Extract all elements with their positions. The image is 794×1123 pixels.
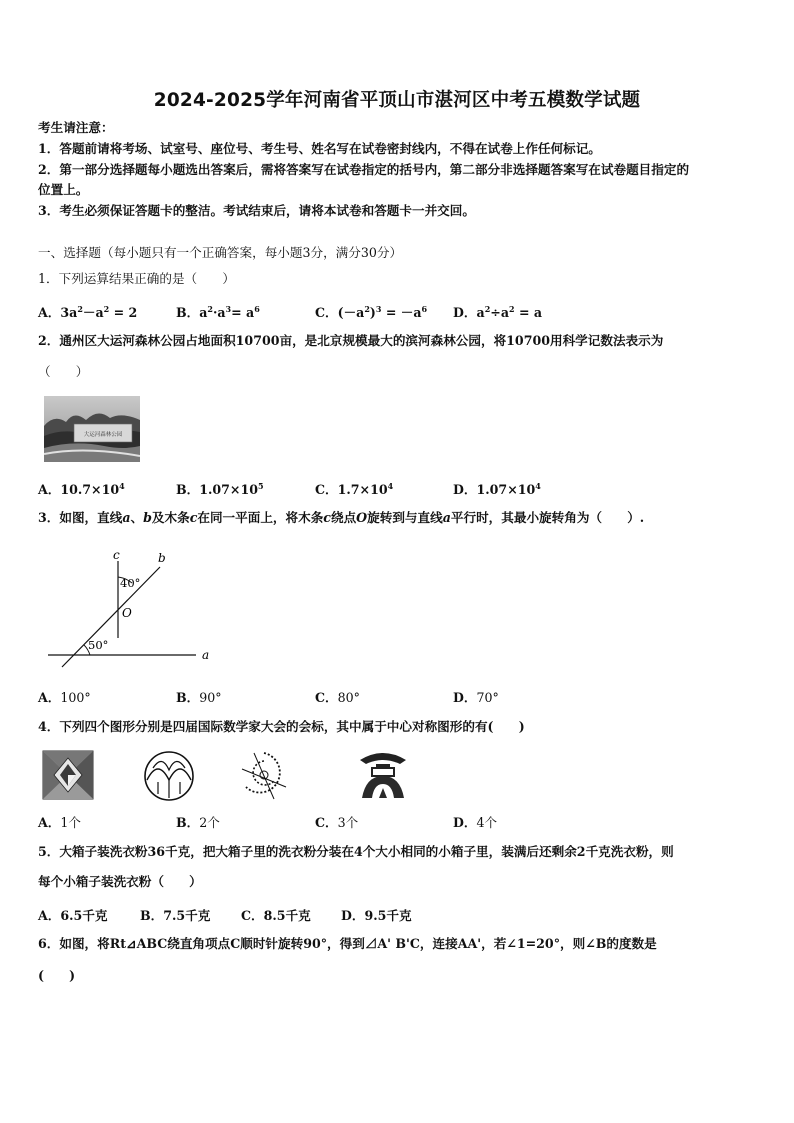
q2-option-c[interactable]: C．$1.7\times 10^4$ <box>315 481 394 497</box>
q3-stem: 3．如图，直线a、b及木条c在同一平面上，将木条c绕点O旋转到与直线a平行时，其最小旋转角为（ ）. <box>38 510 645 525</box>
angle-40-label: 40° <box>120 576 141 590</box>
q4-option-c[interactable]: C．3个 <box>315 815 359 830</box>
logo-dotted-spiral <box>238 747 290 803</box>
q5-stem: 5．大箱子装洗衣粉36千克，把大箱子里的洗衣粉分装在4个大小相同的小箱子里，装满后还剩余2千克洗衣粉，则 <box>38 844 674 859</box>
label-c: c <box>113 548 120 562</box>
line-b <box>62 567 160 667</box>
photo-sign-text: 大运河森林公园 <box>83 432 123 438</box>
q3-figure <box>40 545 220 675</box>
logo-arch-gate <box>356 750 410 800</box>
q2-stem: 2．通州区大运河森林公园占地面积10700亩，是北京规模最大的滨河森林公园，将10700用科学记数法表示为 <box>38 333 664 348</box>
q5-option-c[interactable]: C．8.5千克 <box>241 908 311 923</box>
q4-option-b[interactable]: B．2个 <box>176 815 220 830</box>
angle-50-label: 50° <box>88 638 109 652</box>
section-heading: 一、选择题（每小题只有一个正确答案，每小题3分，满分30分） <box>38 245 403 260</box>
q2-option-a[interactable]: A．$10.7\times 10^4$ <box>38 481 125 497</box>
notice-item-2-cont: 位置上。 <box>38 182 89 197</box>
page-title: 2024-2025学年河南省平顶山市湛河区中考五模数学试题 <box>153 90 641 111</box>
q5-option-b[interactable]: B．7.5千克 <box>140 908 211 923</box>
q1-option-c[interactable]: C．$(-a^2)^3 = -a^6$ <box>315 304 428 320</box>
q5-option-d[interactable]: D．9.5千克 <box>341 908 412 923</box>
q1-stem: 1．下列运算结果正确的是（ ） <box>38 271 235 286</box>
logo-circle-arcs <box>142 750 196 802</box>
notice-item-2: 2．第一部分选择题每小题选出答案后，需将答案写在试卷指定的括号内，第二部分非选择题答案写在试卷题目指定的 <box>38 162 690 177</box>
q1-option-b[interactable]: B．$a^2\cdot a^3= a^6$ <box>176 304 260 320</box>
q3-option-c[interactable]: C．80° <box>315 690 360 705</box>
park-photo <box>44 396 140 462</box>
notice-heading: 考生请注意： <box>38 120 114 135</box>
q5-option-a[interactable]: A．6.5千克 <box>38 908 108 923</box>
notice-item-3: 3．考生必须保证答题卡的整洁。考试结束后，请将本试卷和答题卡一并交回。 <box>38 203 475 218</box>
q4-stem: 4．下列四个图形分别是四届国际数学家大会的会标，其中属于中心对称图形的有( ) <box>38 719 525 734</box>
q2-option-b[interactable]: B．$1.07\times 10^5$ <box>176 481 264 497</box>
label-a: a <box>202 648 210 662</box>
q3-option-b[interactable]: B．90° <box>176 690 222 705</box>
q6-stem: 6．如图，将Rt⊿ABC绕直角项点C顺时针旋转90°，得到⊿A' B'C，连接AA'，若∠1=20°，则∠B的度数是 <box>38 936 657 951</box>
q3-option-a[interactable]: A．100° <box>38 690 91 705</box>
q2-paren: （ ） <box>38 364 89 379</box>
q4-option-a[interactable]: A．1个 <box>38 815 81 830</box>
q1-option-d[interactable]: D．$a^2\div a^2 = a$ <box>453 304 543 320</box>
notice-item-1: 1．答题前请将考场、试室号、座位号、考生号、姓名写在试卷密封线内，不得在试卷上作任何标记。 <box>38 141 601 156</box>
q2-option-d[interactable]: D．$1.07\times 10^4$ <box>453 481 541 497</box>
label-O: O <box>122 606 132 620</box>
label-b: b <box>158 551 166 565</box>
q3-option-d[interactable]: D．70° <box>453 690 499 705</box>
q6-paren: ( ) <box>38 968 76 983</box>
q1-option-a[interactable]: A．$3a^2-a^2 = 2$ <box>38 304 138 320</box>
q4-option-d[interactable]: D．4个 <box>453 815 498 830</box>
logo-pinwheel-square <box>42 750 94 800</box>
q5-stem-cont: 每个小箱子装洗衣粉（ ） <box>38 874 202 889</box>
